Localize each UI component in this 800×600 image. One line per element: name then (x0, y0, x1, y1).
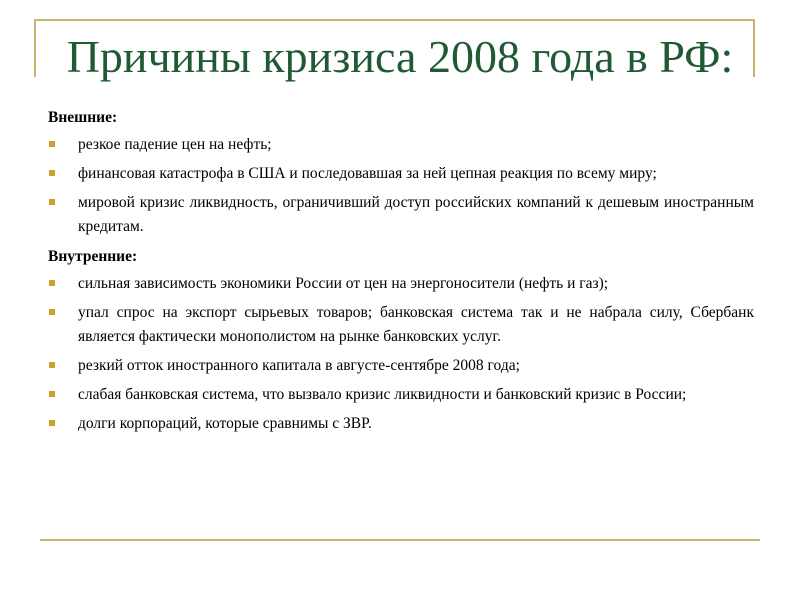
slide-title: Причины кризиса 2008 года в РФ: (66, 31, 734, 82)
list-item-text: упал спрос на экспорт сырьевых товаров; банковская система так и не набрала силу, Сбербанк является фактически монополистом на рынке банковских услуг. (78, 304, 754, 345)
list-item (48, 133, 754, 157)
list-item (48, 301, 754, 349)
frame-bottom-line (40, 539, 760, 541)
square-bullet-icon (49, 391, 55, 397)
square-bullet-icon (49, 309, 55, 315)
square-bullet-icon (49, 280, 55, 286)
list-item (48, 354, 754, 378)
slide-content (48, 106, 754, 442)
frame-top-line (34, 19, 755, 21)
frame-right-line (753, 19, 755, 77)
list-item-text: мировой кризис ликвидность, ограничивший доступ российских компаний к дешевым иностранным кредитам. (78, 194, 754, 235)
list-item-text: сильная зависимость экономики России от цен на энергоносители (нефть и газ); (78, 275, 609, 292)
list-item (48, 412, 754, 436)
list-item (48, 191, 754, 239)
list-item-text: резкое падение цен на нефть; (78, 136, 272, 153)
list-item (48, 383, 754, 407)
internal-heading: Внутренние: (48, 248, 138, 265)
list-item-text: резкий отток иностранного капитала в августе-сентябре 2008 года; (78, 357, 520, 374)
list-item-text: финансовая катастрофа в США и последовавшая за ней цепная реакция по всему миру; (78, 165, 657, 182)
list-item (48, 162, 754, 186)
square-bullet-icon (49, 420, 55, 426)
frame-left-line (34, 19, 36, 77)
list-item-text: слабая банковская система, что вызвало кризис ликвидности и банковский кризис в России; (78, 386, 687, 403)
square-bullet-icon (49, 141, 55, 147)
list-item-text: долги корпораций, которые сравнимы с ЗВР. (78, 415, 372, 432)
list-item (48, 272, 754, 296)
square-bullet-icon (49, 170, 55, 176)
external-heading: Внешние: (48, 109, 118, 126)
square-bullet-icon (49, 362, 55, 368)
external-list (48, 133, 754, 239)
internal-list (48, 272, 754, 436)
square-bullet-icon (49, 199, 55, 205)
